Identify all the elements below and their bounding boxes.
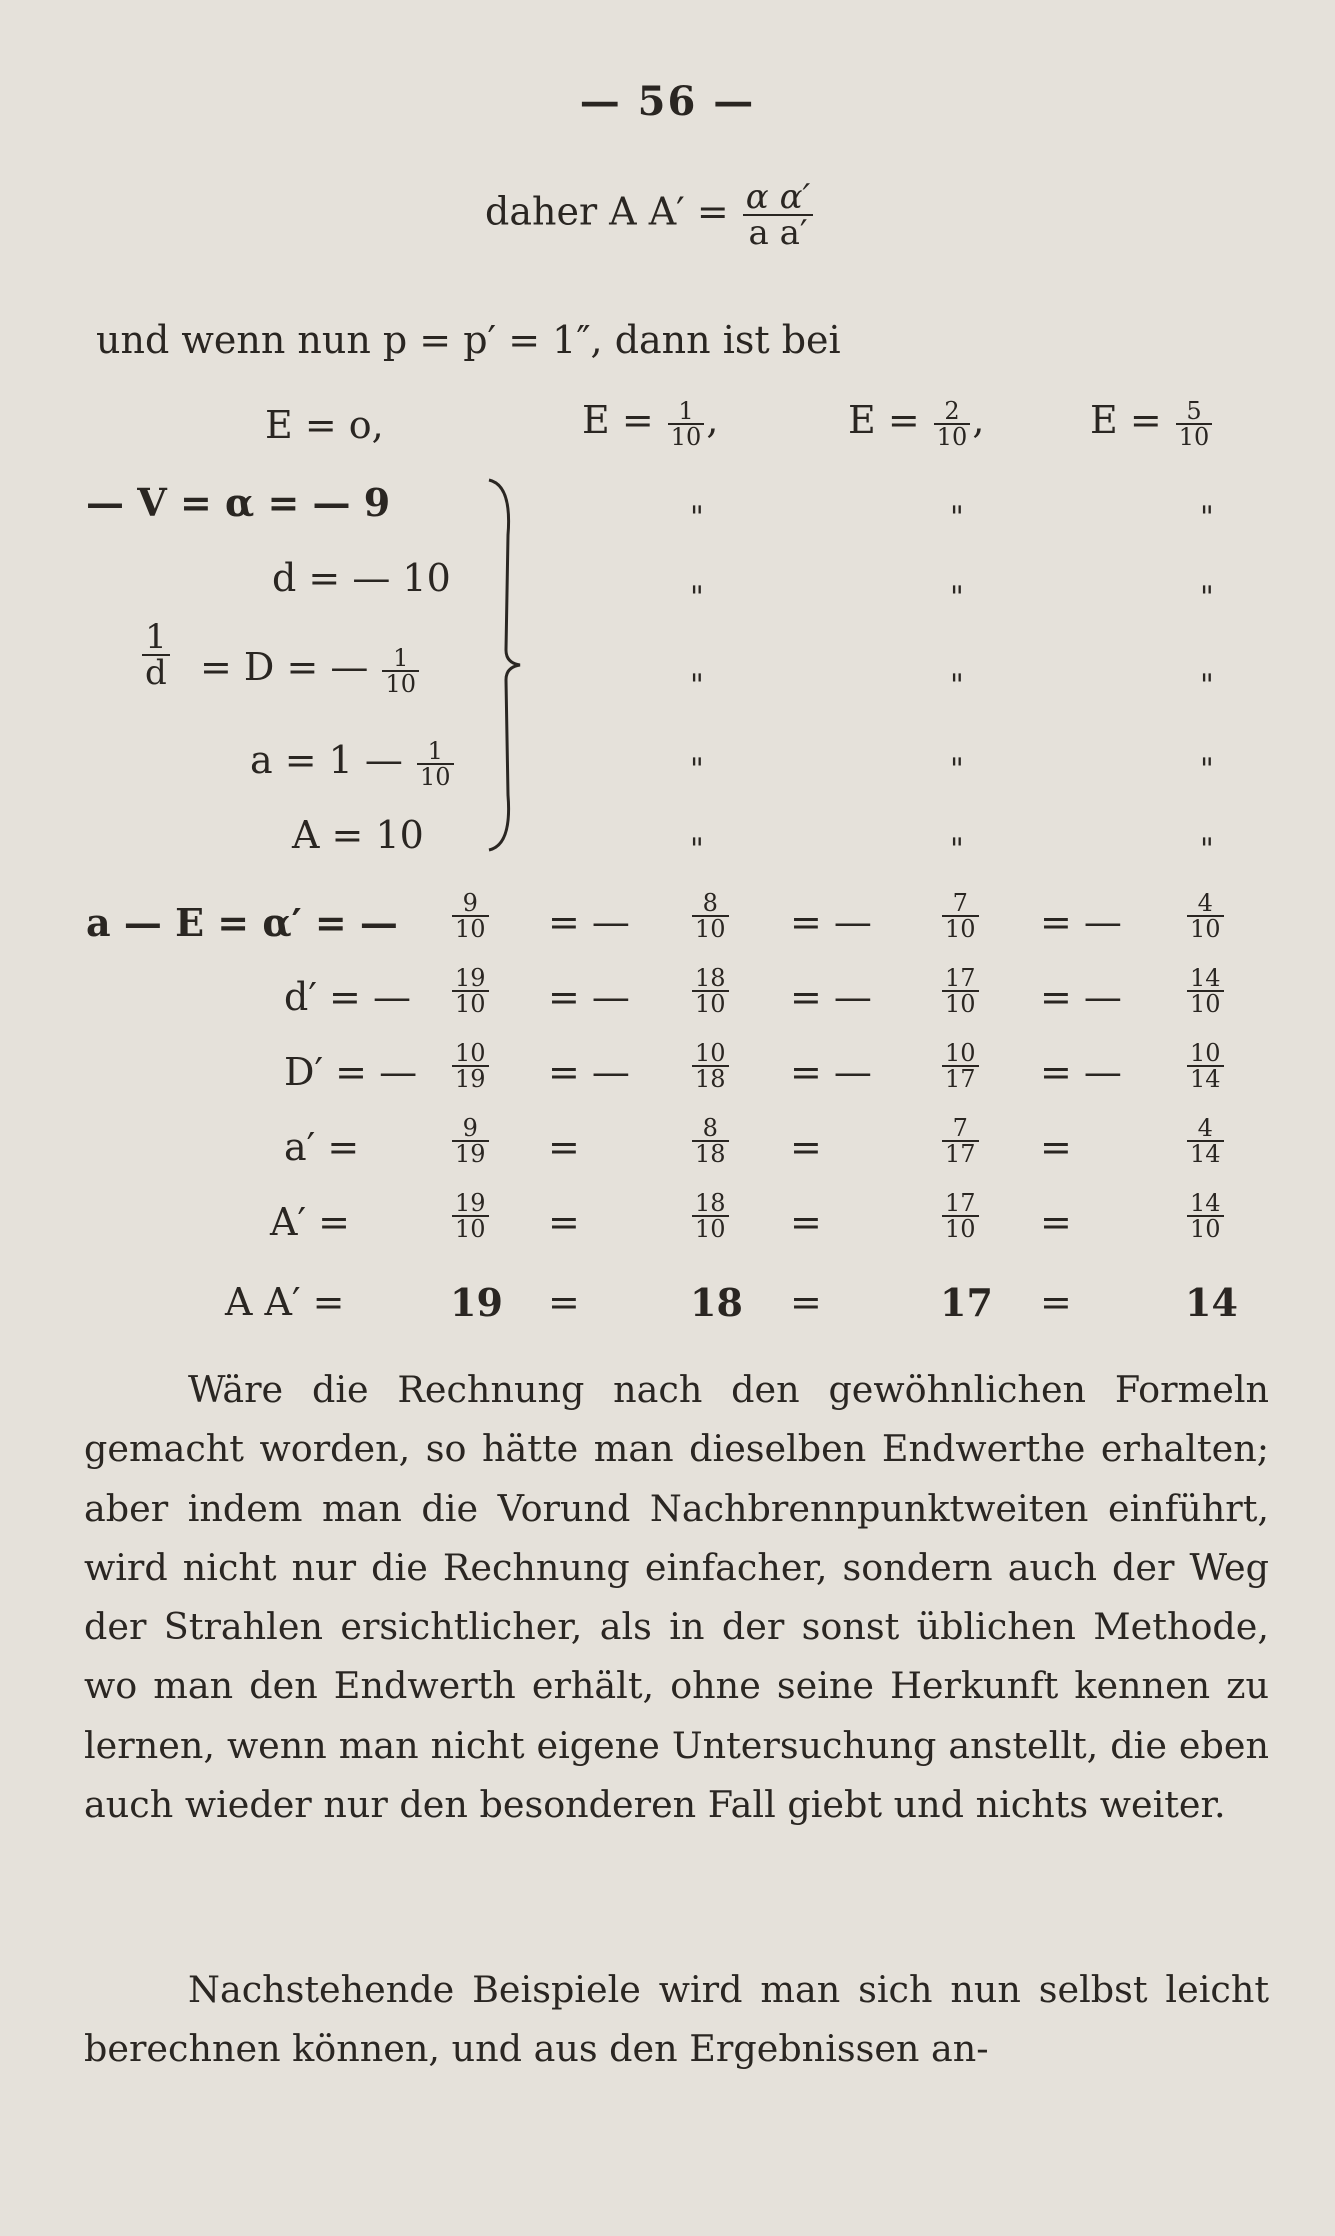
ditto-mark: " <box>690 832 704 867</box>
e3-num: 5 <box>1176 399 1213 425</box>
value-fraction <box>1187 1188 1224 1243</box>
row-value: 14 <box>1185 1280 1238 1325</box>
e1-prefix: E = <box>582 398 654 442</box>
value-denominator: 10 <box>945 989 976 1018</box>
ditto-mark: " <box>950 832 964 867</box>
ditto-mark: " <box>1200 580 1214 615</box>
ditto-mark: " <box>950 752 964 787</box>
page-number: — 56 — <box>579 78 756 125</box>
value-denominator: 17 <box>945 1064 976 1093</box>
D-line <box>200 645 421 696</box>
row-value <box>690 890 731 941</box>
value-denominator: 10 <box>455 914 486 943</box>
one-over-d-num: 1 <box>142 620 170 656</box>
ditto-mark: " <box>690 752 704 787</box>
a-den: 10 <box>420 762 451 791</box>
D-num: 1 <box>382 646 419 672</box>
value-numerator: 7 <box>942 1116 979 1142</box>
value-numerator: 9 <box>452 891 489 917</box>
value-numerator: 8 <box>692 891 729 917</box>
value-fraction <box>1187 963 1224 1018</box>
ditto-mark: " <box>1200 832 1214 867</box>
value-denominator: 10 <box>455 1214 486 1243</box>
value-denominator: 17 <box>945 1139 976 1168</box>
value-fraction <box>942 1188 979 1243</box>
paragraph-1-text: Wäre die Rechnung nach den gewöhnlichen Formeln gemacht worden, so hätte man dieselben Endwerthe erhalten; aber indem man die Vorund Nachbrennpunktweiten einführt, wird nicht nur die Rechnung einfacher, sondern auch der Weg der Strahlen ersichtlicher, als in der sonst üblichen Methode, wo man den Endwerth erhält, ohne seine Herkunft kennen zu lernen, wenn man nicht eigene Untersuchung anstellt, die eben auch wieder nur den besonderen Fall giebt und nichts weiter. <box>84 1368 1269 1827</box>
row-value: 18 <box>690 1280 743 1325</box>
value-denominator: 10 <box>1190 1214 1221 1243</box>
daher-denominator: a a′ <box>748 213 808 253</box>
e3-prefix: E = <box>1090 398 1162 442</box>
daher-formula <box>485 177 815 253</box>
ditto-mark: " <box>1200 668 1214 703</box>
row-label-AA-prime: A A′ = <box>225 1280 345 1324</box>
row-separator: = <box>1040 1200 1072 1244</box>
value-numerator: 4 <box>1187 1116 1224 1142</box>
row-separator: = — <box>548 1050 630 1094</box>
row-separator: = <box>790 1280 822 1324</box>
D-prefix: = D = — <box>200 645 369 689</box>
daher-fraction <box>743 177 813 253</box>
value-numerator: 10 <box>692 1041 729 1067</box>
value-denominator: 14 <box>1190 1064 1221 1093</box>
value-fraction <box>1187 1113 1224 1168</box>
row-separator: = — <box>1040 900 1122 944</box>
value-fraction <box>452 1113 489 1168</box>
ditto-mark: " <box>1200 752 1214 787</box>
value-fraction <box>692 1038 729 1093</box>
value-denominator: 10 <box>695 1214 726 1243</box>
row-separator: = <box>548 1125 580 1169</box>
row-separator: = — <box>790 1050 872 1094</box>
row-value <box>690 1115 731 1166</box>
row-separator: = <box>1040 1125 1072 1169</box>
value-denominator: 10 <box>1190 989 1221 1018</box>
row-label-a-prime: a′ = <box>284 1125 360 1169</box>
paragraph-2-text: Nachstehende Beispiele wird man sich nun selbst leicht berechnen können, und aus den Ergebnissen an- <box>84 1968 1269 2071</box>
a-line <box>250 738 456 789</box>
value-fraction <box>942 1113 979 1168</box>
one-over-d <box>140 617 172 693</box>
row-value <box>450 965 491 1016</box>
value-denominator: 10 <box>695 914 726 943</box>
row-value <box>1185 1190 1226 1241</box>
A-line: A = 10 <box>292 813 424 857</box>
value-fraction <box>452 1038 489 1093</box>
value-numerator: 14 <box>1187 966 1224 992</box>
row-value: 19 <box>450 1280 503 1325</box>
row-separator: = <box>548 1280 580 1324</box>
e-value-0: E = o, <box>265 403 384 447</box>
e1-num: 1 <box>668 399 705 425</box>
daher-numerator: α α′ <box>743 180 813 216</box>
value-denominator: 10 <box>695 989 726 1018</box>
row-value <box>450 890 491 941</box>
value-denominator: 19 <box>455 1139 486 1168</box>
e3-fraction <box>1176 396 1213 451</box>
row-separator: = — <box>1040 1050 1122 1094</box>
value-fraction <box>942 1038 979 1093</box>
row-value <box>1185 890 1226 941</box>
value-denominator: 10 <box>1190 914 1221 943</box>
e-value-1 <box>582 398 718 449</box>
value-numerator: 10 <box>942 1041 979 1067</box>
a-fraction <box>417 736 454 791</box>
e1-suffix: , <box>706 398 719 442</box>
ditto-mark: " <box>690 500 704 535</box>
value-numerator: 8 <box>692 1116 729 1142</box>
D-fraction <box>382 643 419 698</box>
value-fraction <box>942 888 979 943</box>
D-den: 10 <box>385 669 417 698</box>
row-value <box>1185 1115 1226 1166</box>
value-numerator: 19 <box>452 966 489 992</box>
row-value <box>940 890 981 941</box>
row-value <box>940 1115 981 1166</box>
e2-num: 2 <box>934 399 971 425</box>
a-num: 1 <box>417 739 454 765</box>
ditto-mark: " <box>950 580 964 615</box>
e1-fraction <box>668 396 705 451</box>
row-value <box>940 1040 981 1091</box>
right-brace <box>484 475 524 855</box>
value-fraction <box>452 888 489 943</box>
e1-den: 10 <box>670 422 702 451</box>
value-fraction <box>1187 888 1224 943</box>
value-numerator: 14 <box>1187 1191 1224 1217</box>
row-separator: = <box>790 1125 822 1169</box>
value-fraction <box>452 963 489 1018</box>
value-fraction <box>692 963 729 1018</box>
value-fraction <box>452 1188 489 1243</box>
ditto-mark: " <box>950 500 964 535</box>
ditto-mark: " <box>1200 500 1214 535</box>
row-separator: = — <box>548 975 630 1019</box>
e-value-2 <box>848 398 984 449</box>
value-fraction <box>692 888 729 943</box>
row-value <box>690 1040 731 1091</box>
e2-fraction <box>934 396 971 451</box>
row-value <box>690 1190 731 1241</box>
row-value <box>940 965 981 1016</box>
value-fraction <box>942 963 979 1018</box>
value-fraction <box>692 1113 729 1168</box>
ditto-mark: " <box>950 668 964 703</box>
row-value <box>1185 1040 1226 1091</box>
value-numerator: 10 <box>452 1041 489 1067</box>
paragraph-2 <box>84 1960 1269 2079</box>
one-over-d-fraction <box>142 617 170 693</box>
value-numerator: 18 <box>692 966 729 992</box>
value-numerator: 18 <box>692 1191 729 1217</box>
row-separator: = <box>1040 1280 1072 1324</box>
a-prefix: a = 1 — <box>250 738 403 782</box>
row-label-alpha-prime: a — E = α′ = — <box>86 900 398 945</box>
value-denominator: 14 <box>1190 1139 1221 1168</box>
value-denominator: 10 <box>945 1214 976 1243</box>
row-value <box>690 965 731 1016</box>
value-fraction <box>1187 1038 1224 1093</box>
e2-suffix: , <box>972 398 985 442</box>
value-denominator: 10 <box>455 989 486 1018</box>
value-denominator: 10 <box>945 914 976 943</box>
row-value <box>450 1190 491 1241</box>
value-numerator: 7 <box>942 891 979 917</box>
condition-line: und wenn nun p = p′ = 1″, dann ist bei <box>96 318 841 362</box>
value-denominator: 19 <box>455 1064 486 1093</box>
e2-den: 10 <box>936 422 968 451</box>
row-value <box>940 1190 981 1241</box>
row-label-d-prime: d′ = — <box>284 975 411 1019</box>
row-separator: = <box>790 1200 822 1244</box>
value-numerator: 9 <box>452 1116 489 1142</box>
e2-prefix: E = <box>848 398 920 442</box>
value-numerator: 17 <box>942 966 979 992</box>
ditto-mark: " <box>690 580 704 615</box>
value-numerator: 10 <box>1187 1041 1224 1067</box>
v-line: — V = α = — 9 <box>86 480 391 525</box>
d-line: d = — 10 <box>272 556 451 600</box>
value-fraction <box>692 1188 729 1243</box>
one-over-d-den: d <box>145 653 167 693</box>
row-separator: = — <box>790 900 872 944</box>
row-value <box>450 1115 491 1166</box>
e-value-3 <box>1090 398 1214 449</box>
row-label-A-prime: A′ = <box>270 1200 350 1244</box>
row-label-D-prime: D′ = — <box>284 1050 418 1094</box>
row-separator: = — <box>790 975 872 1019</box>
row-separator: = — <box>548 900 630 944</box>
value-numerator: 4 <box>1187 891 1224 917</box>
row-value <box>450 1040 491 1091</box>
daher-prefix: daher A A′ = <box>485 189 729 234</box>
value-denominator: 18 <box>695 1064 726 1093</box>
value-denominator: 18 <box>695 1139 726 1168</box>
value-numerator: 17 <box>942 1191 979 1217</box>
value-numerator: 19 <box>452 1191 489 1217</box>
ditto-mark: " <box>690 668 704 703</box>
row-value: 17 <box>940 1280 993 1325</box>
row-value <box>1185 965 1226 1016</box>
row-separator: = <box>548 1200 580 1244</box>
paragraph-1 <box>84 1360 1269 1834</box>
e3-den: 10 <box>1178 422 1210 451</box>
row-separator: = — <box>1040 975 1122 1019</box>
